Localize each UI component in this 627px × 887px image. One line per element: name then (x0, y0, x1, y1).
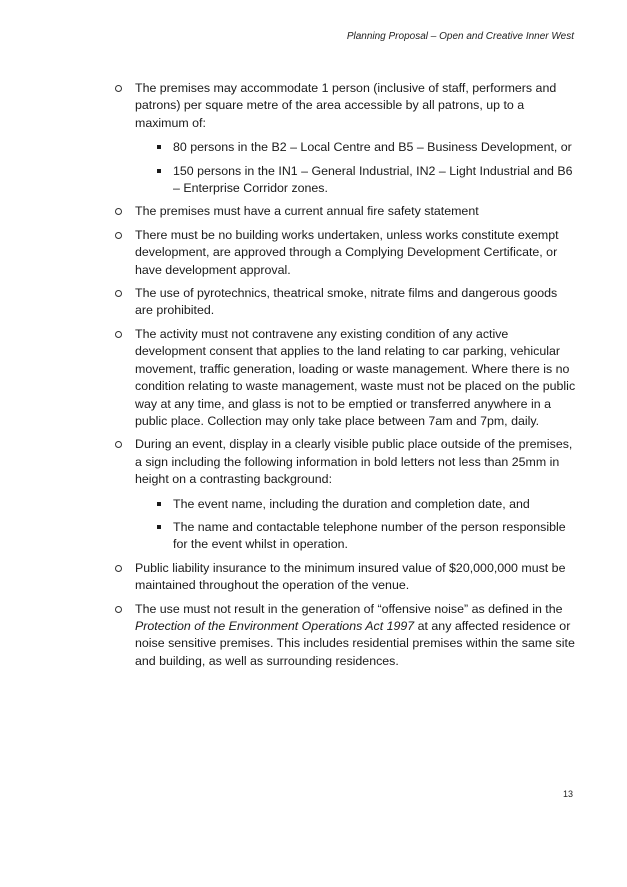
list-item (115, 326, 577, 430)
sub-list-item (135, 496, 577, 513)
sub-list-item-text: 150 persons in the IN1 – General Industrial, IN2 – Light Industrial and B6 – Enterprise Corridor zones. (173, 163, 573, 196)
square-bullet-icon (157, 502, 161, 506)
list-item-text: The activity must not contravene any existing condition of any active development consent that applies to the land relating to car parking, vehicular movement, traffic generation, loading or waste management. Where there is no condition relating to waste management, waste must not be placed on the public way at any time, and glass is not to be emptied or transferred anywhere in a public place. Collection may only take place between 7am and 7pm, daily. (135, 326, 576, 428)
circle-bullet-icon (115, 331, 122, 338)
circle-bullet-icon (115, 565, 122, 572)
sub-list-item-text: The event name, including the duration and completion date, and (173, 496, 530, 511)
list-item (115, 601, 577, 671)
list-item (115, 227, 577, 279)
square-bullet-icon (157, 525, 161, 529)
list-item (115, 560, 577, 595)
square-bullet-icon (157, 145, 161, 149)
list-item (115, 80, 577, 197)
list-item-text: The premises must have a current annual fire safety statement (135, 204, 479, 219)
list-item (115, 436, 577, 553)
sub-list-item (135, 163, 577, 198)
list-item (115, 203, 577, 220)
sub-list-item-text: The name and contactable telephone number of the person responsible for the event whilst in operation. (173, 519, 566, 552)
list-item-text: The use of pyrotechnics, theatrical smoke, nitrate films and dangerous goods are prohibited. (135, 286, 558, 318)
circle-bullet-icon (115, 85, 122, 92)
circle-bullet-icon (115, 208, 122, 215)
list-item-text: Public liability insurance to the minimum insured value of $20,000,000 must be maintained throughout the operation of the venue. (135, 560, 566, 593)
sub-list (135, 139, 577, 197)
list-item-text: During an event, display in a clearly visible public place outside of the premises, a sign including the following information in bold letters not less than 25mm in height on a contrasting background: (135, 437, 573, 487)
list-item-text-part: at any affected residence or noise sensitive premises. This includes residential premises within the same site and building, as well as surrounding residences. (135, 618, 575, 668)
sub-list-item (135, 519, 577, 554)
running-header: Planning Proposal – Open and Creative Inner West (346, 31, 574, 42)
sub-list-item-text: 80 persons in the B2 – Local Centre and B5 – Business Development, or (173, 140, 572, 155)
sub-list-item (135, 139, 577, 156)
sub-list (135, 496, 577, 554)
list-item-text: There must be no building works undertaken, unless works constitute exempt development, are approved through a Complying Development Certificate, or have development approval. (135, 227, 559, 277)
page-number: 13 (563, 789, 574, 799)
list-item-text-part: The use must not result in the generation of “offensive noise” as defined in the (135, 601, 563, 616)
circle-bullet-icon (115, 606, 122, 613)
list-item (115, 285, 577, 320)
list-item-text: The premises may accommodate 1 person (inclusive of staff, performers and patrons) per square metre of the area accessible by all patrons, up to a maximum of: (135, 81, 557, 130)
square-bullet-icon (157, 169, 161, 173)
circle-bullet-icon (115, 441, 122, 448)
circle-bullet-icon (115, 232, 122, 239)
bullet-list (115, 80, 577, 676)
circle-bullet-icon (115, 290, 122, 297)
act-title: Protection of the Environment Operations Act 1997 (135, 618, 415, 633)
